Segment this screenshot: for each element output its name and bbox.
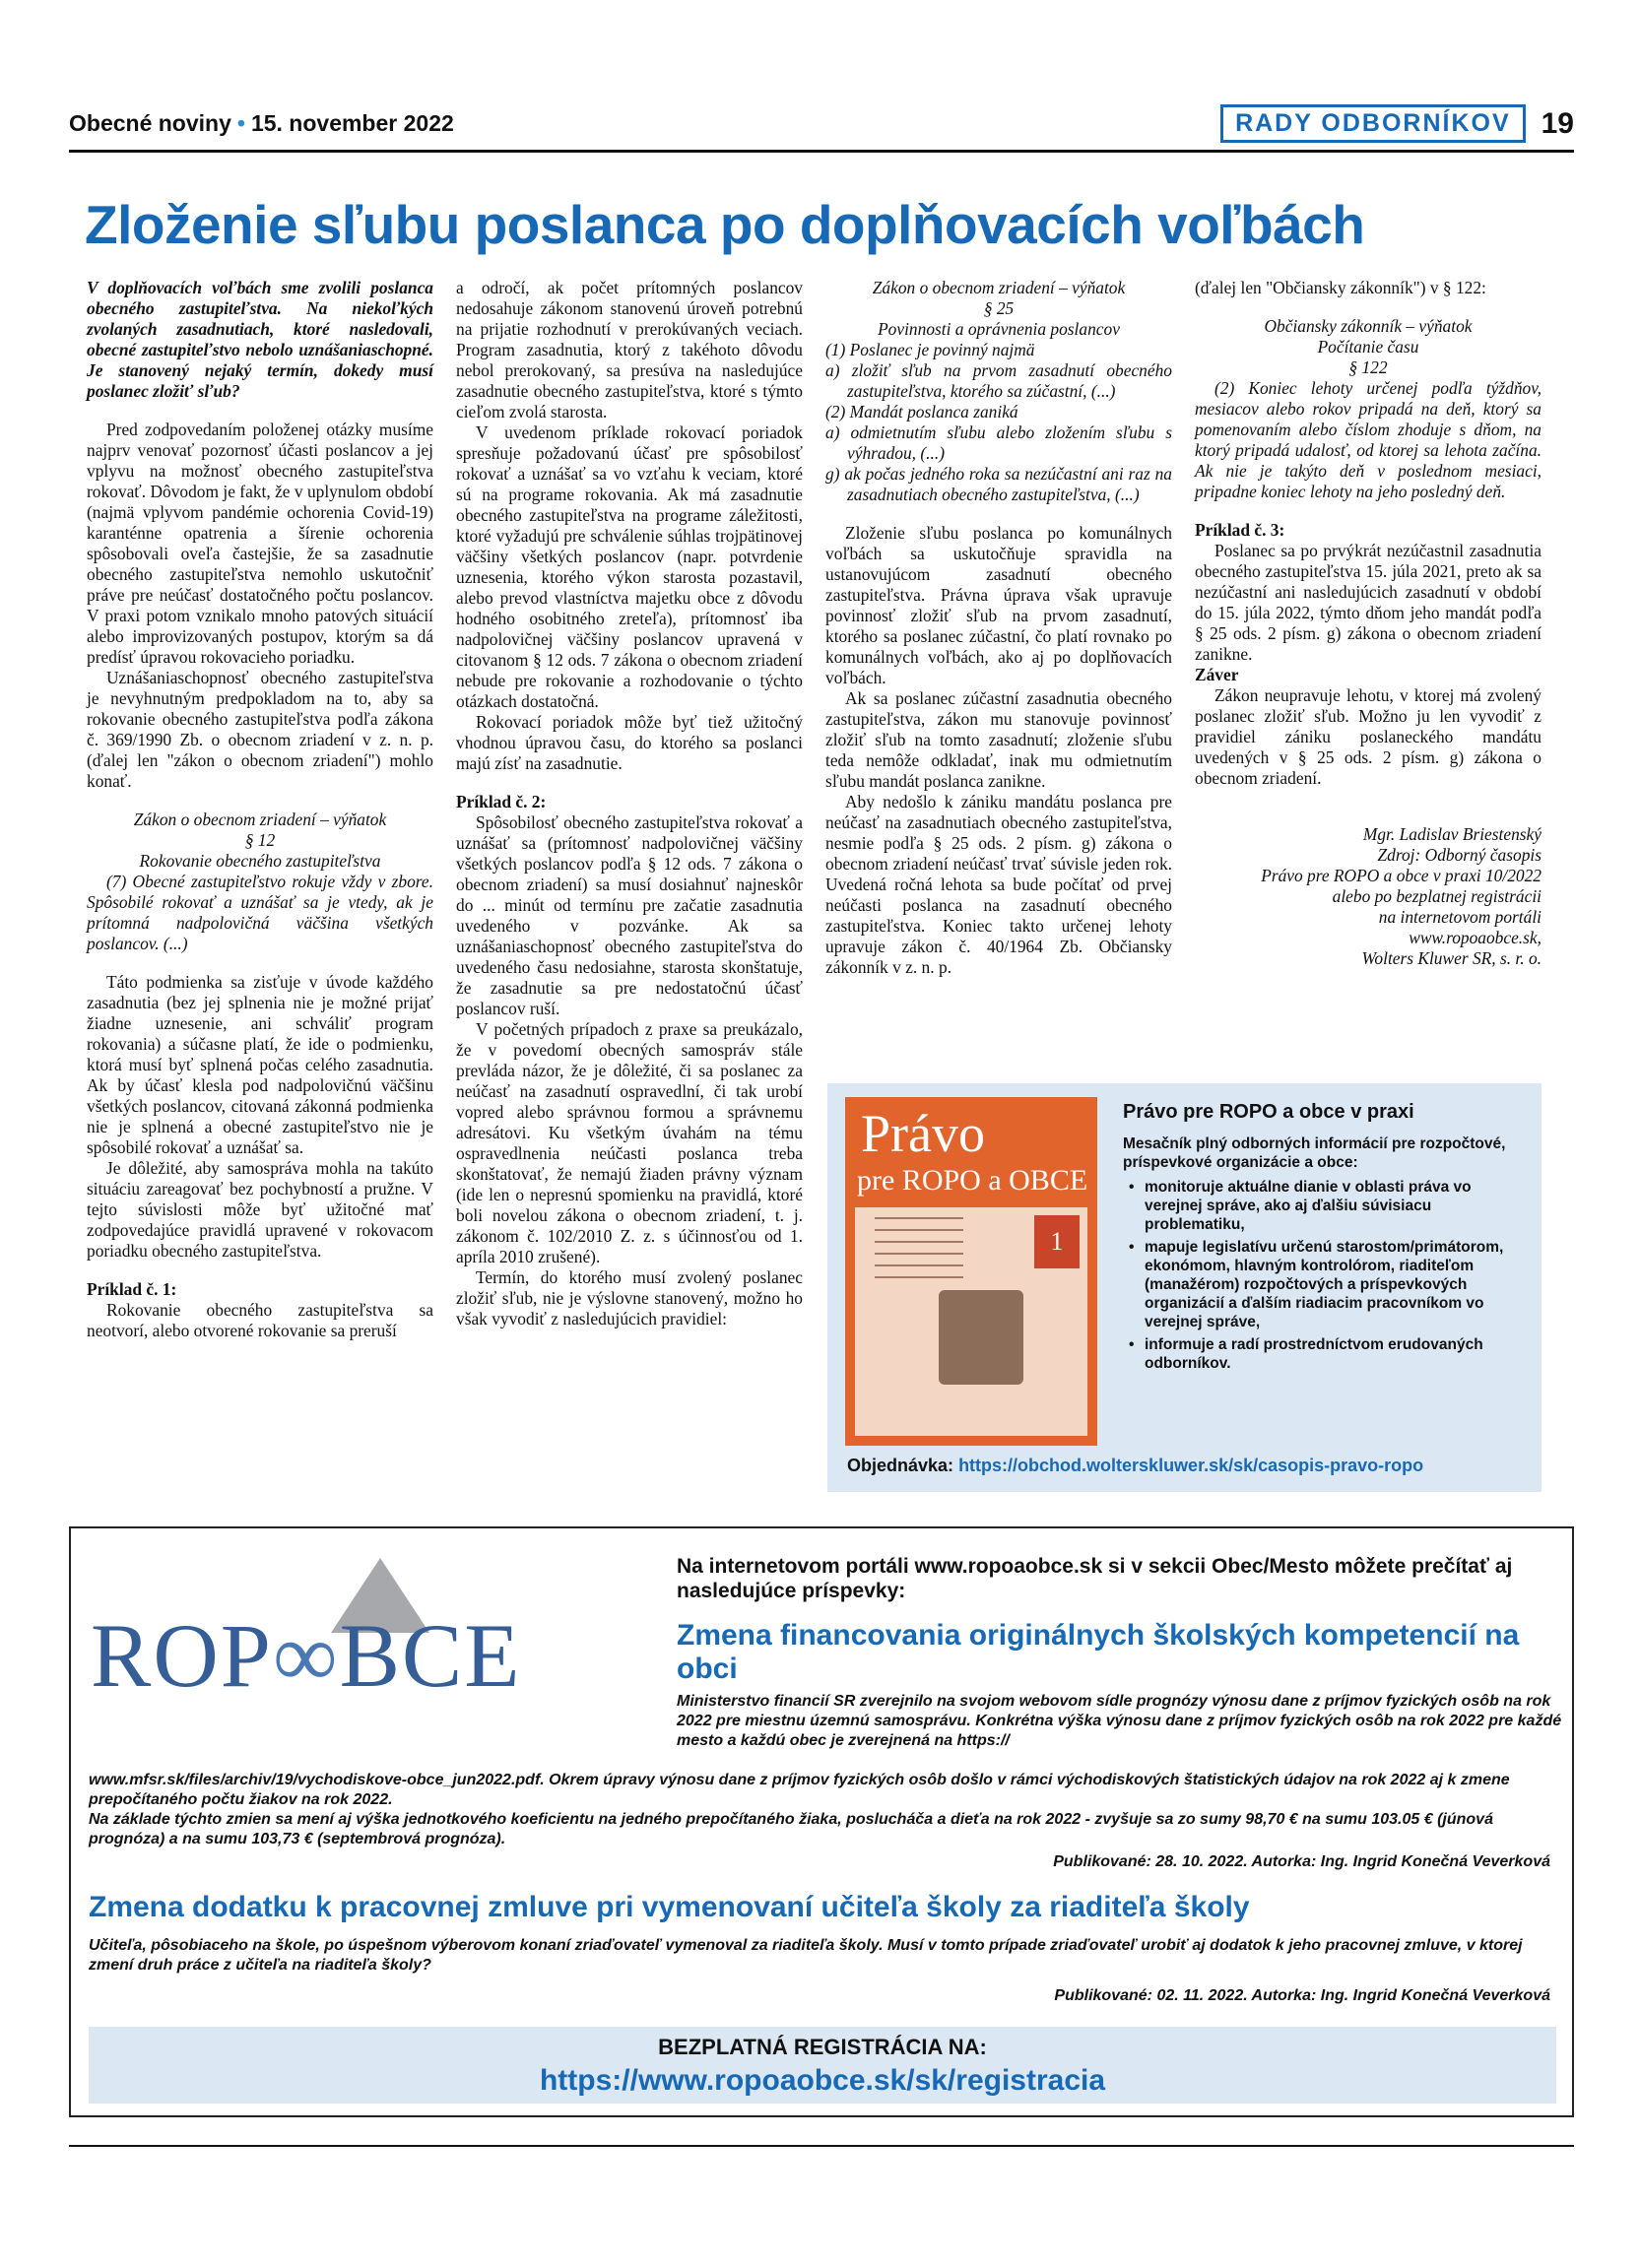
paragraph: Ak sa poslanec zúčastní zasadnutia obecného zastupiteľstva, zákon mu stanovuje povinnosť zložiť sľub na tomto zasadnutí; zloženie sľubu teda nemôže odkladať, inak mu odmietnutím sľubu mandát poslanca zanikne. bbox=[825, 688, 1172, 791]
cover-subtitle: pre ROPO a OBCE bbox=[857, 1164, 1088, 1197]
quote-paragraph: § 12 bbox=[244, 830, 276, 850]
cover-issue-number: 1 bbox=[1034, 1215, 1080, 1268]
magazine-cover bbox=[845, 1097, 1097, 1446]
section-badge: RADY ODBORNÍKOV bbox=[1220, 104, 1526, 143]
page-header bbox=[69, 104, 1574, 148]
paragraph: Zákon neupravuje lehotu, v ktorej má zvolený poslanec zložiť sľub. Možno ju len vyvodiť z pravidiel zániku poslaneckého mandátu uvedených v § 25 ods. 2 písm. g) zákona o obecnom zriadení. bbox=[1195, 685, 1542, 788]
quote-source: Zákon o obecnom zriadení – výňatok bbox=[133, 810, 387, 829]
paragraph: Rokovací poriadok môže byť tiež užitočný vhodnou úpravou času, do ktorého sa poslanci majú zísť na zasadnutie. bbox=[456, 712, 803, 773]
header-divider bbox=[69, 150, 1574, 153]
scales-icon bbox=[939, 1290, 1023, 1385]
source-link[interactable]: www.ropoaobce.sk, bbox=[1409, 928, 1542, 947]
cover-title: Právo bbox=[861, 1104, 985, 1163]
logo-text: ROP∞BCE bbox=[91, 1605, 522, 1706]
article-1-paragraph: Na základe týchto zmien sa mení aj výška jednotkového koeficientu na jedného prepočítaného žiaka, poslucháča a dieťa na rok 2022 - zvyšuje sa zo sumy 98,70 € na sumu 103.05 € (júnová prognóza) a na sumu 103,73 € (septembrová prognóza). bbox=[89, 1811, 1493, 1847]
article-title: Zloženie sľubu poslanca po doplňovacích voľbách bbox=[85, 194, 1365, 255]
source-line: na internetovom portáli bbox=[1378, 907, 1542, 927]
promo-list bbox=[1123, 1178, 1527, 1373]
source-line: alebo po bezplatnej registrácii bbox=[1332, 886, 1542, 906]
quote-text: (2) Koniec lehoty určenej podľa týždňov, mesiacov alebo rokov pripadá na deň, ktorý sa pomenovaním alebo číslom zhoduje s dňom, na ktorý pripadá udalosť, od ktorej sa lehota začína. Ak nie je takýto deň v poslednom mesiaci, pripadne koniec lehoty na jeho posledný deň. bbox=[1195, 378, 1542, 501]
source-line: Právo pre ROPO a obce v praxi 10/2022 bbox=[1261, 866, 1542, 885]
registration-link[interactable]: https://www.ropoaobce.sk/sk/registracia bbox=[539, 2064, 1106, 2097]
quote-paragraph: § 122 bbox=[1348, 357, 1388, 377]
paragraph: Rokovanie obecného zastupiteľstva sa neotvorí, alebo otvorené rokovanie sa preruší bbox=[87, 1300, 433, 1340]
paragraph: Termín, do ktorého musí zvolený poslanec zložiť sľub, nie je výslovne stanovený, možno ho však vyvodiť z nasledujúcich pravidiel: bbox=[456, 1267, 803, 1328]
article-1-text-cont bbox=[89, 1771, 1566, 1849]
quote-text: (7) Obecné zastupiteľstvo rokuje vždy v zbore. Spôsobilé rokovať a uznášať sa je vtedy, ak je prítomná nadpolovičná väčšina všetkých poslancov. (...) bbox=[87, 872, 433, 953]
quote-name: Povinnosti a oprávnenia poslancov bbox=[878, 319, 1120, 339]
quote-item: (2) Mandát poslanca zaniká bbox=[825, 402, 1018, 421]
ropo-obce-logo bbox=[91, 1558, 642, 1716]
quote-item: a) odmietnutím sľubu alebo zložením sľubu s výhradou, (...) bbox=[825, 422, 1172, 463]
promo-heading: Právo pre ROPO a obce v praxi bbox=[1123, 1101, 1414, 1123]
column-1 bbox=[87, 278, 433, 1341]
paragraph: V uvedenom príklade rokovací poriadok spresňuje požadovanú účasť pre spôsobilosť rokovať a uznášať sa vo vzťahu k veciam, ktoré sú na programe rokovania. Ak má zasadnutie obecného zastupiteľstva na programe záležitosti, ktoré vyžadujú pre schválenie súhlas trojpätinovej väčšiny všetkých poslancov (napr. potvrdenie uznesenia, ktorého výkon starosta pozastavil, alebo prevod vlastníctva majetku obce z dôvodu hodného osobitného zreteľa), prítomnosť iba nadpolovičnej väčšiny poslancov upravená v citovanom § 12 ods. 7 zákona o obecnom zriadení nebude pre rokovanie a rozhodovanie o týchto otázkach dostatočná. bbox=[456, 422, 803, 711]
quote-item: (1) Poslanec je povinný najmä bbox=[825, 340, 1035, 359]
article-1-paragraph: www.mfsr.sk/files/archiv/19/vychodiskove-obce_jun2022.pdf. Okrem úpravy výnosu dane z príjmov fyzických osôb došlo v rámci východiskových štatistických údajov na rok 2022 aj k zmene prepočítaného počtu žiakov na rok 2022. bbox=[89, 1772, 1510, 1808]
author: Mgr. Ladislav Briestenský bbox=[1362, 824, 1542, 844]
source-line: Zdroj: Odborný časopis bbox=[1377, 845, 1542, 865]
portal-intro: Na internetovom portáli www.ropoaobce.sk si v sekcii Obec/Mesto môžete prečítať aj nasledujúce príspevky: bbox=[677, 1555, 1513, 1602]
quote-source: Občiansky zákonník – výňatok bbox=[1264, 316, 1473, 336]
source-line: Wolters Kluwer SR, s. r. o. bbox=[1361, 948, 1542, 968]
list-item: • mapuje legislatívu určenú starostom/primátorom, ekonómom, hlavným kontrolórom, riaditeľom (manažérom) rozpočtových a príspevkových organizácií a ďalším riadiacim pracovníkom vo verejnej správe, bbox=[1123, 1238, 1527, 1331]
article-link-1[interactable]: Zmena financovania originálnych školských kompetencií na obci bbox=[677, 1619, 1520, 1685]
column-3 bbox=[825, 278, 1172, 978]
column-4 bbox=[1195, 278, 1542, 969]
paragraph: a odročí, ak počet prítomných poslancov nedosahuje zákonom stanovenú úroveň potrebnú na prijatie rozhodnutí v prerokúvaných veciach. Program zasadnutia, ktorý z takéhoto dôvodu nebol prerokovaný, sa presúva na nasledujúce zasadnutie obecného zastupiteľstva, ktoré s týmto cieľom zvolá starosta. bbox=[456, 278, 803, 421]
paragraph: Poslanec sa po prvýkrát nezúčastnil zasadnutia obecného zastupiteľstva 15. júla 2021, preto ak sa nezúčastní ani nasledujúcich zasadnutí v období do 15. júla 2022, týmto dňom jeho mandát podľa § 25 ods. 2 písm. g) zákona o obecnom zriadení zanikne. bbox=[1195, 541, 1542, 664]
example-heading: Príklad č. 3: bbox=[1195, 520, 1285, 540]
footer-divider bbox=[69, 2145, 1574, 2147]
registration-label: BEZPLATNÁ REGISTRÁCIA NA: bbox=[658, 2035, 987, 2059]
conclusion-heading: Záver bbox=[1195, 665, 1239, 684]
quote-source: Zákon o obecnom zriadení – výňatok bbox=[872, 278, 1126, 297]
example-heading: Príklad č. 2: bbox=[456, 792, 547, 811]
list-item: • informuje a radí prostredníctvom erudovaných odborníkov. bbox=[1123, 1335, 1527, 1373]
order-line bbox=[847, 1456, 1423, 1476]
magazine-promo bbox=[827, 1083, 1542, 1492]
paragraph: Je dôležité, aby samospráva mohla na takúto situáciu zareagovať bez pochybností a pružne. V tejto súvislosti môže byť užitočné mať zodpovedajúce pravidlá upravené v rokovacom poriadku obecného zastupiteľstva. bbox=[87, 1158, 433, 1261]
column-2 bbox=[456, 278, 803, 1329]
paper-name: Obecné noviny bbox=[69, 110, 231, 136]
example-heading: Príklad č. 1: bbox=[87, 1279, 177, 1299]
quote-item: a) zložiť sľub na prvom zasadnutí obecného zastupiteľstva, ktorého sa zúčastní, (...) bbox=[825, 360, 1172, 401]
paragraph: Spôsobilosť obecného zastupiteľstva rokovať a uznášať sa (prítomnosť nadpolovičnej väčšiny všetkých poslancov podľa § 12 ods. 7 zákona o obecnom zriadení) sa musí dosiahnuť najneskôr do ... minút od termínu pre začatie zasadnutia uvedeného v pozvánke. Ak sa uznášaniaschopnosť obecného zastupiteľstva do uvedeného času nedosiahne, starosta skonštatuje, že zasadnutie sa pre nedostatočnú účasť poslancov ruší. bbox=[456, 812, 803, 1018]
masthead bbox=[69, 110, 454, 137]
page-number: 19 bbox=[1541, 106, 1574, 140]
section-label bbox=[1220, 104, 1574, 143]
paragraph: Aby nedošlo k zániku mandátu poslanca pre neúčasť na zasadnutiach obecného zastupiteľstva, nesmie podľa § 25 ods. 2 písm. g) zákona o obecnom zriadení neúčasť trvať súvisle jeden rok. Uvedená ročná lehota sa bude počítať od prvej neúčasti poslanca na zasadnutí obecného zastupiteľstva. Koniec takto určenej lehoty upravuje zákon č. 40/1964 Zb. Občiansky zákonník v z. n. p. bbox=[825, 792, 1172, 977]
paragraph: Uznášaniaschopnosť obecného zastupiteľstva je nevyhnutným predpokladom na to, aby sa rokovanie obecného zastupiteľstva podľa zákona č. 369/1990 Zb. o obecnom zriadení v z. n. p. (ďalej len "zákon o obecnom zriadení") mohlo konať. bbox=[87, 668, 433, 791]
article-2-text: Učiteľa, pôsobiaceho na škole, po úspešnom výberovom konaní zriaďovateľ vymenoval za riaditeľa školy. Musí v tomto prípade zriaďovateľ urobiť aj dodatok k jeho pracovnej zmluve, v ktorej zmení druh práce z učiteľa na riaditeľa školy? bbox=[89, 1937, 1523, 1974]
article-1-meta: Publikované: 28. 10. 2022. Autorka: Ing. Ingrid Konečná Veverková bbox=[1053, 1853, 1550, 1870]
paragraph: V početných prípadoch z praxe sa preukázalo, že v povedomí obecných samospráv stále prevláda názor, že je dôležité, či sa poslanec za neúčasť na zasadnutí ospravedlní, či tak urobí vopred alebo správnou formou a správnemu adresátovi. Ku všetkým úvahám na tému ospravedlnenia neúčasti poslanca treba skonštatovať, že nemajú žiaden právny význam (ide len o nepresnú spomienku na pravidlá, ktoré boli novelou zákona o obecnom zriadení, t. j. zákonom č. 102/2010 Z. z. s účinnosťou od 1. apríla 2010 zrušené). bbox=[456, 1019, 803, 1266]
registration-banner bbox=[89, 2027, 1556, 2104]
article-1-text: Ministerstvo financií SR zverejnilo na svojom webovom sídle prognózy výnosu dane z príjmov fyzických osôb na rok 2022 pre miestnu územnú samosprávu. Konkrétna výška výnosu dane z príjmov fyzických osôb na rok 2022 pre každé mesto a každú obec je zverejnená na https:// bbox=[677, 1693, 1562, 1749]
issue-date: 15. november 2022 bbox=[250, 110, 454, 136]
quote-item: g) ak počas jedného roka sa nezúčastní ani raz na zasadnutiach obecného zastupiteľstva, (...) bbox=[825, 464, 1172, 504]
order-link[interactable]: https://obchod.wolterskluwer.sk/sk/casopis-pravo-ropo bbox=[958, 1456, 1424, 1475]
paragraph: Pred zodpovedaním položenej otázky musíme najprv venovať pozornosť účasti poslancov a jej vplyvu na možnosť obecného zastupiteľstva rokovať. Dôvodom je fakt, že v uplynulom období (najmä vplyvom pandémie ochorenia Covid-19) karanténne opatrenia a šírenie ochorenia spôsobovali oveľa častejšie, že sa zasadnutie obecného zastupiteľstva nemohlo uskutočniť práve pre neúčasť dostatočného počtu poslancov. V praxi potom vznikalo mnoho patových situácií alebo improvizovaných postupov, ktorým sa dá predísť úpravou rokovacieho poriadku. bbox=[87, 420, 433, 667]
promo-subheading: Mesačník plný odborných informácií pre rozpočtové, príspevkové organizácie a obce: bbox=[1123, 1135, 1506, 1171]
lead-question: V doplňovacích voľbách sme zvolili poslanca obecného zastupiteľstva. Na niekoľkých zvolaných zasadnutiach, ktoré nasledovali, obecné zastupiteľstvo nebolo uznášaniaschopné. Je stanovený nejaký termín, dokedy musí poslanec zložiť sľub? bbox=[87, 278, 433, 401]
paragraph: Táto podmienka sa zisťuje v úvode každého zasadnutia (bez jej splnenia nie je možné prijať žiadne uznesenie, ani schváliť program rokovania) a súčasne platí, že ide o podmienku, ktorá musí byť splnená počas celého zasadnutia. Ak by účasť klesla pod nadpolovičnú väčšinu všetkých poslancov, citovaná zákonná podmienka nie je splnená a obecné zastupiteľstvo nie je spôsobilé rokovať a uznášať sa. bbox=[87, 972, 433, 1157]
portal-ad-box bbox=[69, 1526, 1574, 2117]
quote-name: Rokovanie obecného zastupiteľstva bbox=[139, 851, 381, 871]
order-label: Objednávka: bbox=[847, 1456, 954, 1475]
quote-name: Počítanie času bbox=[1317, 337, 1419, 356]
list-item: • monitoruje aktuálne dianie v oblasti práva vo verejnej správe, ako aj ďalšiu súvisiacu problematiku, bbox=[1123, 1178, 1527, 1234]
paragraph: Zloženie sľubu poslanca po komunálnych voľbách sa uskutočňuje spravidla na ustanovujúcom zasadnutí obecného zastupiteľstva. Právna úprava však upravuje povinnosť zložiť sľub na prvom zasadnutí, ktorého sa poslanec zúčastní, čo platí rovnako po komunálnych voľbách, ako aj po doplňovacích voľbách. bbox=[825, 523, 1172, 687]
article-link-2[interactable]: Zmena dodatku k pracovnej zmluve pri vymenovaní učiteľa školy za riaditeľa školy bbox=[89, 1891, 1250, 1923]
quote-paragraph: § 25 bbox=[983, 298, 1015, 318]
article-2-meta: Publikované: 02. 11. 2022. Autorka: Ing. Ingrid Konečná Veverková bbox=[1054, 1987, 1550, 2004]
paragraph: (ďalej len "Občiansky zákonník") v § 122: bbox=[1195, 278, 1486, 297]
bullet-icon: • bbox=[236, 110, 245, 136]
promo-body bbox=[1123, 1134, 1527, 1377]
